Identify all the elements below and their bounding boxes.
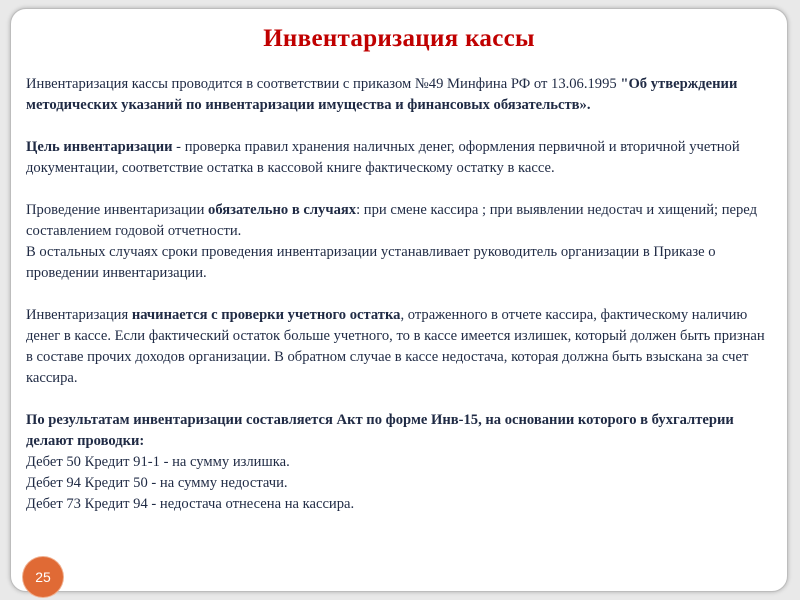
mandatory-text: : при смене кассира ; при выявлении недостач и хищений; перед составлением годовой отчетности.: [26, 202, 758, 239]
mandatory-label: обязательно в случаях: [208, 202, 357, 218]
paragraph-goal: [26, 137, 767, 179]
goal-text: - проверка правил хранения наличных денег, оформления первичной и вторичной учетной документации, соответствие остатка в кассовой книге фактическому остатку в кассе.: [26, 139, 740, 176]
entry-item: Дебет 50 Кредит 91-1 - на сумму излишка.: [26, 454, 290, 470]
other-cases-text: В остальных случаях сроки проведения инвентаризации устанавливает руководитель организации в Приказе о проведении инвентаризации.: [26, 244, 716, 281]
slide: [10, 8, 788, 592]
slide-body: [26, 74, 767, 515]
goal-label: Цель инвентаризации: [26, 139, 173, 155]
paragraph-other-cases: [26, 242, 767, 284]
entry-item: Дебет 94 Кредит 50 - на сумму недостачи.: [26, 475, 288, 491]
procedure-intro: Инвентаризация: [26, 307, 132, 323]
procedure-text: , отраженного в отчете кассира, фактическому наличию денег в кассе. Если фактический остаток больше учетного, то в кассе имеется излишек, который должен быть признан в составе прочих доходов организации. В обратном случае в кассе недостача, которая должна быть взыскана за счет кассира.: [26, 307, 765, 386]
slide-title: Инвентаризация кассы: [263, 25, 535, 52]
paragraph-legal-basis: [26, 74, 767, 116]
results-text: По результатам инвентаризации составляется Акт по форме Инв-15, на основании которого в бухгалтерии делают проводки:: [26, 412, 734, 449]
paragraph-results: [26, 410, 767, 452]
legal-basis-text: Инвентаризация кассы проводится в соответствии с приказом №49 Минфина РФ от 13.06.1995: [26, 76, 621, 92]
paragraph-procedure: [26, 305, 767, 389]
entry-item: Дебет 73 Кредит 94 - недостача отнесена на кассира.: [26, 496, 355, 512]
paragraph-mandatory-cases: [26, 200, 767, 242]
slide-number-badge: 25: [23, 557, 63, 597]
mandatory-intro: Проведение инвентаризации: [26, 202, 209, 218]
procedure-label: начинается с проверки учетного остатка: [131, 307, 401, 323]
legal-basis-title: "Об утверждении методических указаний по инвентаризации имущества и финансовых обязательств».: [26, 76, 738, 113]
